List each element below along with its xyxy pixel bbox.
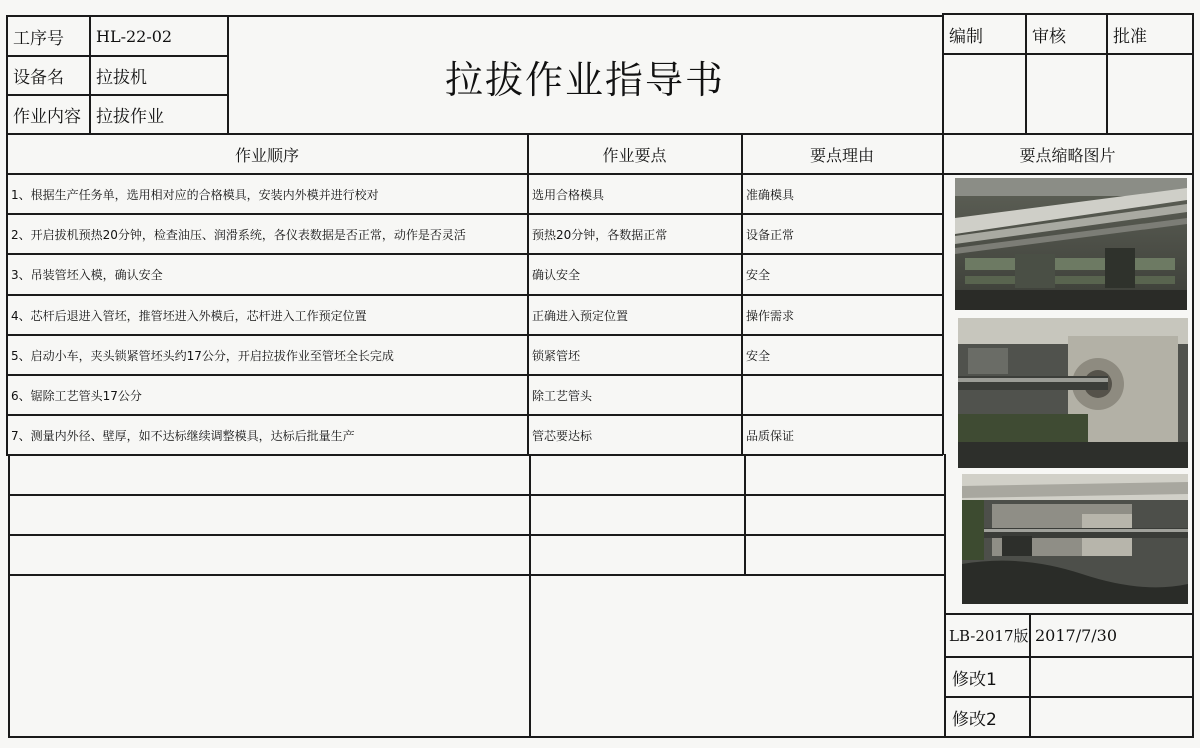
step-sequence: 6、锯除工艺管头17公分 bbox=[11, 388, 142, 403]
step-sequence: 1、根据生产任务单，选用相对应的合格模具，安装内外模并进行校对 bbox=[11, 187, 379, 202]
revision-1-label: 修改1 bbox=[952, 669, 997, 690]
rule bbox=[8, 494, 945, 496]
content-label: 作业内容 bbox=[13, 106, 81, 127]
step-key-point: 选用合格模具 bbox=[532, 187, 605, 202]
rule bbox=[6, 454, 943, 456]
step-key-point: 锁紧管坯 bbox=[532, 348, 581, 363]
process-no-label: 工序号 bbox=[13, 28, 64, 49]
rule bbox=[744, 454, 746, 576]
approve-label: 批准 bbox=[1113, 26, 1147, 47]
step-reason bbox=[742, 376, 942, 414]
rule bbox=[942, 13, 944, 455]
step-reason: 设备正常 bbox=[746, 227, 795, 242]
column-header-key-points: 作业要点 bbox=[602, 145, 667, 165]
rule bbox=[943, 53, 1193, 55]
rule bbox=[8, 736, 1194, 738]
column-header-sequence: 作业顺序 bbox=[234, 145, 299, 165]
rule bbox=[1192, 13, 1194, 737]
document-title: 拉拔作业指导书 bbox=[444, 57, 725, 102]
step-reason: 准确模具 bbox=[746, 187, 795, 202]
step-sequence: 3、吊装管坯入模，确认安全 bbox=[11, 268, 163, 282]
step-reason: 安全 bbox=[746, 348, 771, 363]
rule bbox=[8, 534, 945, 536]
step-sequence: 4、芯杆后退进入管坯，推管坯进入外模后，芯杆进入工作预定位置 bbox=[11, 308, 367, 323]
machine-photo-3-image bbox=[962, 474, 1188, 604]
machine-photo-2-image bbox=[958, 318, 1188, 468]
equipment-label: 设备名 bbox=[13, 67, 64, 88]
review-label: 审核 bbox=[1032, 26, 1066, 47]
step-reason: 操作需求 bbox=[746, 308, 795, 323]
rule bbox=[529, 454, 531, 737]
step-sequence: 5、启动小车，夹头锁紧管坯头约17公分，开启拉拔作业至管坯全长完成 bbox=[11, 348, 394, 363]
machine-photo-2 bbox=[958, 318, 1188, 468]
content-value: 拉拔作业 bbox=[96, 106, 164, 127]
version-label: LB-2017版 bbox=[949, 627, 1029, 645]
machine-photo-3 bbox=[962, 474, 1188, 604]
compile-label: 编制 bbox=[949, 26, 983, 47]
revision-2-label: 修改2 bbox=[952, 709, 997, 730]
step-key-point: 除工艺管头 bbox=[532, 388, 593, 403]
version-date: 2017/7/30 bbox=[1035, 626, 1118, 645]
rule bbox=[8, 574, 945, 576]
step-sequence: 7、测量内外径、壁厚，如不达标继续调整模具，达标后批量生产 bbox=[11, 428, 355, 443]
step-key-point: 正确进入预定位置 bbox=[532, 308, 629, 323]
process-no-value: HL-22-02 bbox=[96, 26, 173, 46]
step-key-point: 确认安全 bbox=[532, 268, 581, 282]
step-reason: 品质保证 bbox=[746, 428, 795, 443]
step-sequence: 2、开启拔机预热20分钟，检查油压、润滑系统，各仪表数据是否正常，动作是否灵活 bbox=[11, 227, 466, 242]
machine-photo-1-image bbox=[955, 178, 1187, 310]
equipment-value: 拉拔机 bbox=[96, 67, 147, 88]
step-key-point: 管芯要达标 bbox=[532, 428, 593, 443]
column-header-images: 要点缩略图片 bbox=[1019, 145, 1116, 165]
column-header-reasons: 要点理由 bbox=[809, 145, 874, 165]
machine-photo-1 bbox=[955, 178, 1187, 310]
step-reason: 安全 bbox=[746, 268, 771, 282]
step-key-point: 预热20分钟，各数据正常 bbox=[532, 227, 668, 242]
rule bbox=[8, 454, 10, 737]
